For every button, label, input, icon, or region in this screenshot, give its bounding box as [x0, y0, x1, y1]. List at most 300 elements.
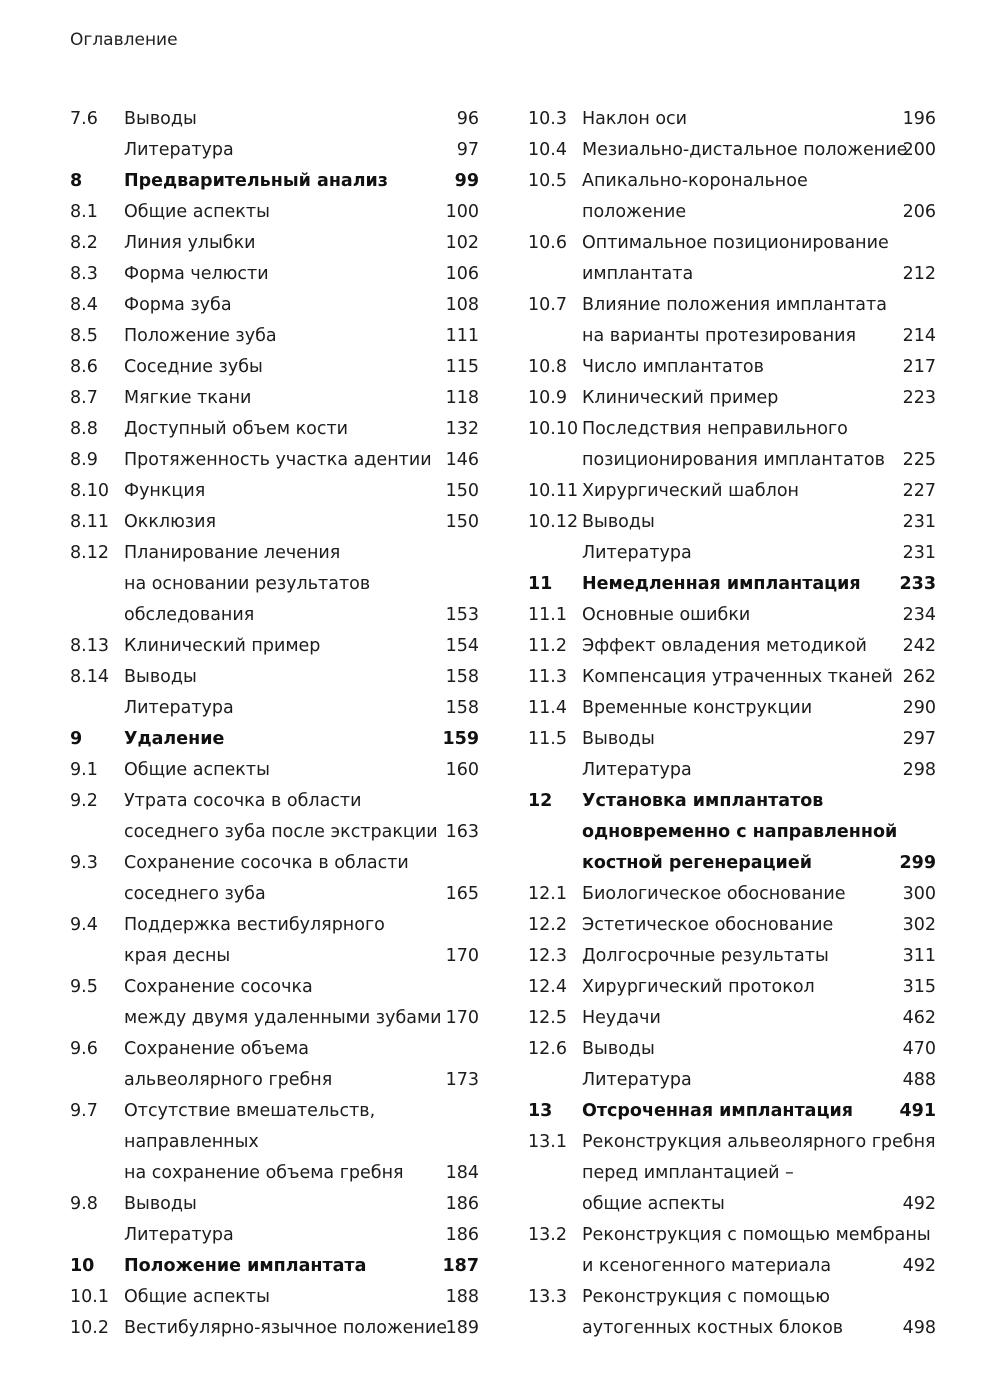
- toc-entry: [70, 755, 479, 786]
- toc-line: [70, 1313, 479, 1344]
- toc-page-number: 158: [445, 667, 479, 687]
- toc-page-number: 298: [902, 760, 936, 780]
- toc-page-number: 153: [445, 605, 479, 625]
- toc-line: [528, 1127, 936, 1158]
- toc-title: Биологическое обоснование: [582, 884, 846, 904]
- toc-title: Выводы: [124, 109, 197, 129]
- toc-title: Клинический пример: [124, 636, 321, 656]
- toc-line: [70, 941, 479, 972]
- toc-title: Литература: [582, 543, 692, 563]
- toc-entry: [528, 972, 936, 1003]
- toc-title: на сохранение объема гребня: [124, 1163, 404, 1183]
- toc-title: костной регенерацией: [582, 853, 812, 873]
- toc-line: [70, 321, 479, 352]
- toc-number: 8.3: [70, 264, 98, 284]
- toc-number: 10.10: [528, 419, 579, 439]
- toc-page-number: 227: [902, 481, 936, 501]
- toc-page-number: 206: [902, 202, 936, 222]
- toc-page-number: 97: [456, 140, 479, 160]
- toc-page-number: 315: [902, 977, 936, 997]
- toc-title: Хирургический шаблон: [582, 481, 799, 501]
- toc-entry: [70, 848, 479, 910]
- toc-number: 9: [70, 729, 83, 749]
- toc-entry: [528, 383, 936, 414]
- toc-title: Поддержка вестибулярного: [124, 915, 385, 935]
- toc-line: [528, 1003, 936, 1034]
- toc-title: соседнего зуба после экстракции: [124, 822, 438, 842]
- toc-title: Общие аспекты: [124, 1287, 270, 1307]
- toc-page-number: 223: [902, 388, 936, 408]
- toc-number: 10.5: [528, 171, 567, 191]
- toc-title: Долгосрочные результаты: [582, 946, 829, 966]
- toc-column-left: [70, 104, 479, 1344]
- toc-number: 12.6: [528, 1039, 567, 1059]
- toc-title: Сохранение сосочка: [124, 977, 313, 997]
- toc-number: 8.5: [70, 326, 98, 346]
- toc-title: Предварительный анализ: [124, 171, 388, 191]
- toc-page-number: 150: [445, 512, 479, 532]
- toc-title: между двумя удаленными зубами: [124, 1008, 442, 1028]
- toc-line: [70, 755, 479, 786]
- toc-line: [70, 910, 479, 941]
- toc-line: [70, 1251, 479, 1282]
- toc-number: 9.2: [70, 791, 98, 811]
- toc-title: общие аспекты: [582, 1194, 725, 1214]
- toc-title: Окклюзия: [124, 512, 217, 532]
- toc-entry: [528, 290, 936, 352]
- toc-title: Оптимальное позиционирование: [582, 233, 889, 253]
- toc-number: 8.6: [70, 357, 98, 377]
- toc-line: [528, 1282, 936, 1313]
- toc-line: [528, 848, 936, 879]
- page-header: Оглавление: [70, 30, 178, 50]
- toc-page-number: 196: [902, 109, 936, 129]
- toc-entry: [528, 879, 936, 910]
- toc-title: Клинический пример: [582, 388, 779, 408]
- toc-page-number: 187: [442, 1256, 479, 1276]
- toc-entry: [70, 1282, 479, 1313]
- toc-title: Форма зуба: [124, 295, 232, 315]
- toc-number: 12.4: [528, 977, 567, 997]
- toc-number: 8.8: [70, 419, 98, 439]
- toc-title: перед имплантацией –: [582, 1163, 794, 1183]
- toc-line: [70, 1096, 479, 1127]
- toc-title: направленных: [124, 1132, 259, 1152]
- toc-title: Влияние положения имплантата: [582, 295, 887, 315]
- toc-entry: [70, 631, 479, 662]
- toc-number: 11.3: [528, 667, 567, 687]
- toc-title: одновременно с направленной: [582, 822, 898, 842]
- toc-chapter: [528, 786, 936, 879]
- toc-page-number: 165: [445, 884, 479, 904]
- toc-entry: [528, 662, 936, 693]
- toc-line: [70, 445, 479, 476]
- toc-entry: [70, 259, 479, 290]
- toc-entry: [70, 476, 479, 507]
- toc-number: 9.7: [70, 1101, 98, 1121]
- toc-title: Мезиально-дистальное положение: [582, 140, 908, 160]
- toc-line: [528, 569, 936, 600]
- toc-entry: [70, 352, 479, 383]
- toc-page-number: 132: [445, 419, 479, 439]
- toc-title: Сохранение объема: [124, 1039, 310, 1059]
- toc-entry: [528, 1003, 936, 1034]
- toc-line: [528, 600, 936, 631]
- toc-line: [528, 693, 936, 724]
- toc-entry: [528, 1127, 936, 1220]
- toc-number: 8.11: [70, 512, 109, 532]
- toc-page-number: 154: [445, 636, 479, 656]
- toc-page-number: 225: [902, 450, 936, 470]
- toc-title: Доступный объем кости: [124, 419, 349, 439]
- toc-entry: [528, 600, 936, 631]
- toc-line: [528, 724, 936, 755]
- toc-number: 8.7: [70, 388, 98, 408]
- toc-entry: [528, 507, 936, 538]
- toc-line: [528, 166, 936, 197]
- toc-entry: [70, 135, 479, 166]
- toc-title: Выводы: [124, 667, 197, 687]
- toc-line: [70, 1034, 479, 1065]
- toc-number: 8.9: [70, 450, 98, 470]
- toc-line: [528, 631, 936, 662]
- toc-page-number: 170: [445, 946, 479, 966]
- toc-title: Число имплантатов: [582, 357, 764, 377]
- toc-line: [528, 135, 936, 166]
- toc-chapter: [528, 569, 936, 600]
- toc-number: 8.2: [70, 233, 98, 253]
- toc-line: [70, 848, 479, 879]
- toc-entry: [528, 476, 936, 507]
- toc-title: Реконструкция с помощью мембраны: [582, 1225, 931, 1245]
- toc-page-number: 115: [445, 357, 479, 377]
- toc-title: Литература: [124, 1225, 234, 1245]
- toc-title: Реконструкция с помощью: [582, 1287, 831, 1307]
- toc-number: 9.3: [70, 853, 98, 873]
- toc-title: Функция: [124, 481, 206, 501]
- toc-page-number: 186: [445, 1225, 479, 1245]
- toc-title: Наклон оси: [582, 109, 688, 129]
- toc-page-number: 102: [445, 233, 479, 253]
- toc-title: на варианты протезирования: [582, 326, 857, 346]
- toc-page-number: 212: [902, 264, 936, 284]
- toc-number: 13.2: [528, 1225, 567, 1245]
- toc-title: обследования: [124, 605, 255, 625]
- toc-line: [528, 352, 936, 383]
- toc-column-right: [528, 104, 936, 1344]
- toc-line: [70, 972, 479, 1003]
- toc-entry: [528, 166, 936, 228]
- toc-line: [528, 383, 936, 414]
- toc-line: [528, 476, 936, 507]
- toc-title: Временные конструкции: [582, 698, 813, 718]
- toc-entry: [528, 1220, 936, 1282]
- toc-title: Выводы: [582, 729, 655, 749]
- toc-line: [528, 507, 936, 538]
- toc-chapter: [70, 1251, 479, 1282]
- toc-title: Установка имплантатов: [582, 791, 824, 811]
- toc-page-number: 170: [445, 1008, 479, 1028]
- toc-line: [528, 941, 936, 972]
- toc-number: 11.1: [528, 605, 567, 625]
- toc-line: [528, 1158, 936, 1189]
- toc-page-number: 462: [902, 1008, 936, 1028]
- toc-title: Апикально-корональное: [582, 171, 808, 191]
- toc-page-number: 214: [902, 326, 936, 346]
- toc-line: [70, 1220, 479, 1251]
- toc-line: [70, 197, 479, 228]
- toc-number: 11.4: [528, 698, 567, 718]
- toc-number: 10: [70, 1256, 95, 1276]
- toc-page-number: 186: [445, 1194, 479, 1214]
- toc-title: Эффект овладения методикой: [582, 636, 867, 656]
- toc-line: [528, 817, 936, 848]
- toc-entry: [70, 972, 479, 1034]
- toc-page-number: 498: [902, 1318, 936, 1338]
- toc-number: 13.1: [528, 1132, 567, 1152]
- toc-page-number: 231: [902, 543, 936, 563]
- toc-page-number: 189: [445, 1318, 479, 1338]
- toc-page-number: 150: [445, 481, 479, 501]
- toc-chapter: [528, 1096, 936, 1127]
- toc-entry: [528, 1065, 936, 1096]
- toc-line: [528, 104, 936, 135]
- toc-page-number: 184: [445, 1163, 479, 1183]
- toc-page-number: 160: [445, 760, 479, 780]
- toc-line: [70, 569, 479, 600]
- toc-entry: [70, 228, 479, 259]
- toc-line: [70, 1158, 479, 1189]
- toc-number: 8.14: [70, 667, 109, 687]
- toc-line: [70, 383, 479, 414]
- toc-entry: [528, 941, 936, 972]
- toc-entry: [528, 693, 936, 724]
- toc-line: [70, 259, 479, 290]
- toc-number: 13: [528, 1101, 553, 1121]
- toc-page-number: 290: [902, 698, 936, 718]
- toc-line: [70, 786, 479, 817]
- toc-line: [528, 1034, 936, 1065]
- toc-line: [70, 631, 479, 662]
- toc-line: [528, 228, 936, 259]
- toc-title: соседнего зуба: [124, 884, 266, 904]
- toc-entry: [70, 1096, 479, 1189]
- toc-line: [70, 476, 479, 507]
- toc-line: [528, 259, 936, 290]
- toc-number: 10.11: [528, 481, 579, 501]
- toc-number: 7.6: [70, 109, 98, 129]
- toc-title: Литература: [124, 140, 234, 160]
- toc-entry: [528, 724, 936, 755]
- toc-title: Немедленная имплантация: [582, 574, 861, 594]
- toc-line: [528, 972, 936, 1003]
- toc-line: [70, 228, 479, 259]
- toc-page-number: 188: [445, 1287, 479, 1307]
- toc-entry: [70, 445, 479, 476]
- toc-entry: [70, 290, 479, 321]
- toc-title: Отсутствие вмешательств,: [124, 1101, 376, 1121]
- toc-number: 10.1: [70, 1287, 109, 1307]
- toc-entry: [528, 1034, 936, 1065]
- toc-line: [70, 600, 479, 631]
- toc-title: имплантата: [582, 264, 694, 284]
- toc-line: [528, 910, 936, 941]
- toc-line: [528, 445, 936, 476]
- toc-number: 8.12: [70, 543, 109, 563]
- toc-line: [70, 1189, 479, 1220]
- toc-entry: [528, 414, 936, 476]
- toc-page-number: 302: [902, 915, 936, 935]
- toc-page-number: 300: [902, 884, 936, 904]
- toc-page-number: 200: [902, 140, 936, 160]
- toc-number: 10.8: [528, 357, 567, 377]
- toc-title: Реконструкция альвеолярного гребня: [582, 1132, 936, 1152]
- toc-line: [528, 414, 936, 445]
- toc-title: Удаление: [124, 729, 225, 749]
- toc-line: [70, 879, 479, 910]
- toc-line: [70, 1127, 479, 1158]
- toc-number: 12.1: [528, 884, 567, 904]
- toc-title: и ксеногенного материала: [582, 1256, 832, 1276]
- toc-page-number: 111: [445, 326, 479, 346]
- toc-entry: [70, 1220, 479, 1251]
- toc-entry: [70, 910, 479, 972]
- toc-entry: [70, 383, 479, 414]
- toc-page-number: 297: [902, 729, 936, 749]
- toc-entry: [528, 538, 936, 569]
- toc-number: 10.4: [528, 140, 567, 160]
- toc-number: 12.3: [528, 946, 567, 966]
- toc-title: аутогенных костных блоков: [582, 1318, 844, 1338]
- toc-entry: [70, 1313, 479, 1344]
- toc-line: [528, 755, 936, 786]
- toc-title: положение: [582, 202, 687, 222]
- toc-entry: [70, 104, 479, 135]
- toc-page-number: 299: [899, 853, 936, 873]
- toc-page-number: 163: [445, 822, 479, 842]
- toc-title: Общие аспекты: [124, 202, 270, 222]
- toc-entry: [70, 538, 479, 631]
- toc-page-number: 492: [902, 1194, 936, 1214]
- toc-title: края десны: [124, 946, 231, 966]
- toc-page-number: 158: [445, 698, 479, 718]
- toc-line: [528, 1189, 936, 1220]
- toc-page-number: 311: [902, 946, 936, 966]
- toc-number: 12: [528, 791, 553, 811]
- toc-title: Литература: [582, 760, 692, 780]
- toc-title: Выводы: [582, 512, 655, 532]
- toc-title: Выводы: [582, 1039, 655, 1059]
- toc-page-number: 217: [902, 357, 936, 377]
- toc-title: Хирургический протокол: [582, 977, 815, 997]
- toc-page-number: 118: [445, 388, 479, 408]
- toc-title: Положение зуба: [124, 326, 277, 346]
- toc-number: 9.8: [70, 1194, 98, 1214]
- toc-page-number: 491: [899, 1101, 936, 1121]
- toc-title: Общие аспекты: [124, 760, 270, 780]
- toc-line: [70, 104, 479, 135]
- toc-entry: [70, 507, 479, 538]
- toc-number: 13.3: [528, 1287, 567, 1307]
- toc-line: [70, 538, 479, 569]
- toc-entry: [70, 414, 479, 445]
- toc-line: [70, 507, 479, 538]
- toc-page-number: 262: [902, 667, 936, 687]
- toc-page-number: 108: [445, 295, 479, 315]
- toc-line: [70, 290, 479, 321]
- toc-title: Планирование лечения: [124, 543, 341, 563]
- toc-line: [70, 817, 479, 848]
- toc-line: [528, 1096, 936, 1127]
- toc-page-number: 99: [454, 171, 479, 191]
- toc-title: Эстетическое обоснование: [582, 915, 834, 935]
- toc-page-number: 233: [899, 574, 936, 594]
- toc-number: 8.4: [70, 295, 98, 315]
- toc-page-number: 470: [902, 1039, 936, 1059]
- toc-number: 8.1: [70, 202, 98, 222]
- toc-number: 11.5: [528, 729, 567, 749]
- toc-entry: [528, 352, 936, 383]
- toc-page-number: 234: [902, 605, 936, 625]
- toc-title: Отсроченная имплантация: [582, 1101, 853, 1121]
- toc-title: Вестибулярно-язычное положение: [124, 1318, 448, 1338]
- toc-page-number: 173: [445, 1070, 479, 1090]
- toc-title: Соседние зубы: [124, 357, 263, 377]
- toc-entry: [70, 197, 479, 228]
- toc-number: 11.2: [528, 636, 567, 656]
- toc-page-number: 231: [902, 512, 936, 532]
- toc-line: [70, 414, 479, 445]
- toc-title: Форма челюсти: [124, 264, 269, 284]
- toc-page-number: 96: [456, 109, 479, 129]
- toc-line: [70, 352, 479, 383]
- toc-number: 10.2: [70, 1318, 109, 1338]
- toc-number: 12.5: [528, 1008, 567, 1028]
- toc-number: 8.13: [70, 636, 109, 656]
- toc-entry: [70, 1034, 479, 1096]
- toc-number: 9.4: [70, 915, 98, 935]
- toc-number: 9.1: [70, 760, 98, 780]
- toc-number: 12.2: [528, 915, 567, 935]
- toc-chapter: [70, 724, 479, 755]
- toc-title: на основании результатов: [124, 574, 371, 594]
- toc-entry: [528, 135, 936, 166]
- toc-title: Сохранение сосочка в области: [124, 853, 409, 873]
- toc-title: Компенсация утраченных тканей: [582, 667, 893, 687]
- toc-page-number: 492: [902, 1256, 936, 1276]
- toc-title: Последствия неправильного: [582, 419, 848, 439]
- toc-title: Линия улыбки: [124, 233, 256, 253]
- toc-line: [528, 1313, 936, 1344]
- toc-line: [70, 1282, 479, 1313]
- toc-title: Утрата сосочка в области: [124, 791, 362, 811]
- toc-entry: [70, 1189, 479, 1220]
- toc-title: Выводы: [124, 1194, 197, 1214]
- toc-title: Литература: [582, 1070, 692, 1090]
- toc-title: Положение имплантата: [124, 1256, 367, 1276]
- toc-line: [70, 166, 479, 197]
- toc-title: Протяженность участка адентии: [124, 450, 432, 470]
- toc-entry: [528, 910, 936, 941]
- toc-line: [70, 662, 479, 693]
- toc-entry: [528, 1282, 936, 1344]
- toc-title: Неудачи: [582, 1008, 661, 1028]
- toc-entry: [528, 631, 936, 662]
- toc-entry: [70, 321, 479, 352]
- toc-entry: [528, 104, 936, 135]
- toc-page-number: 488: [902, 1070, 936, 1090]
- toc-number: 8: [70, 171, 83, 191]
